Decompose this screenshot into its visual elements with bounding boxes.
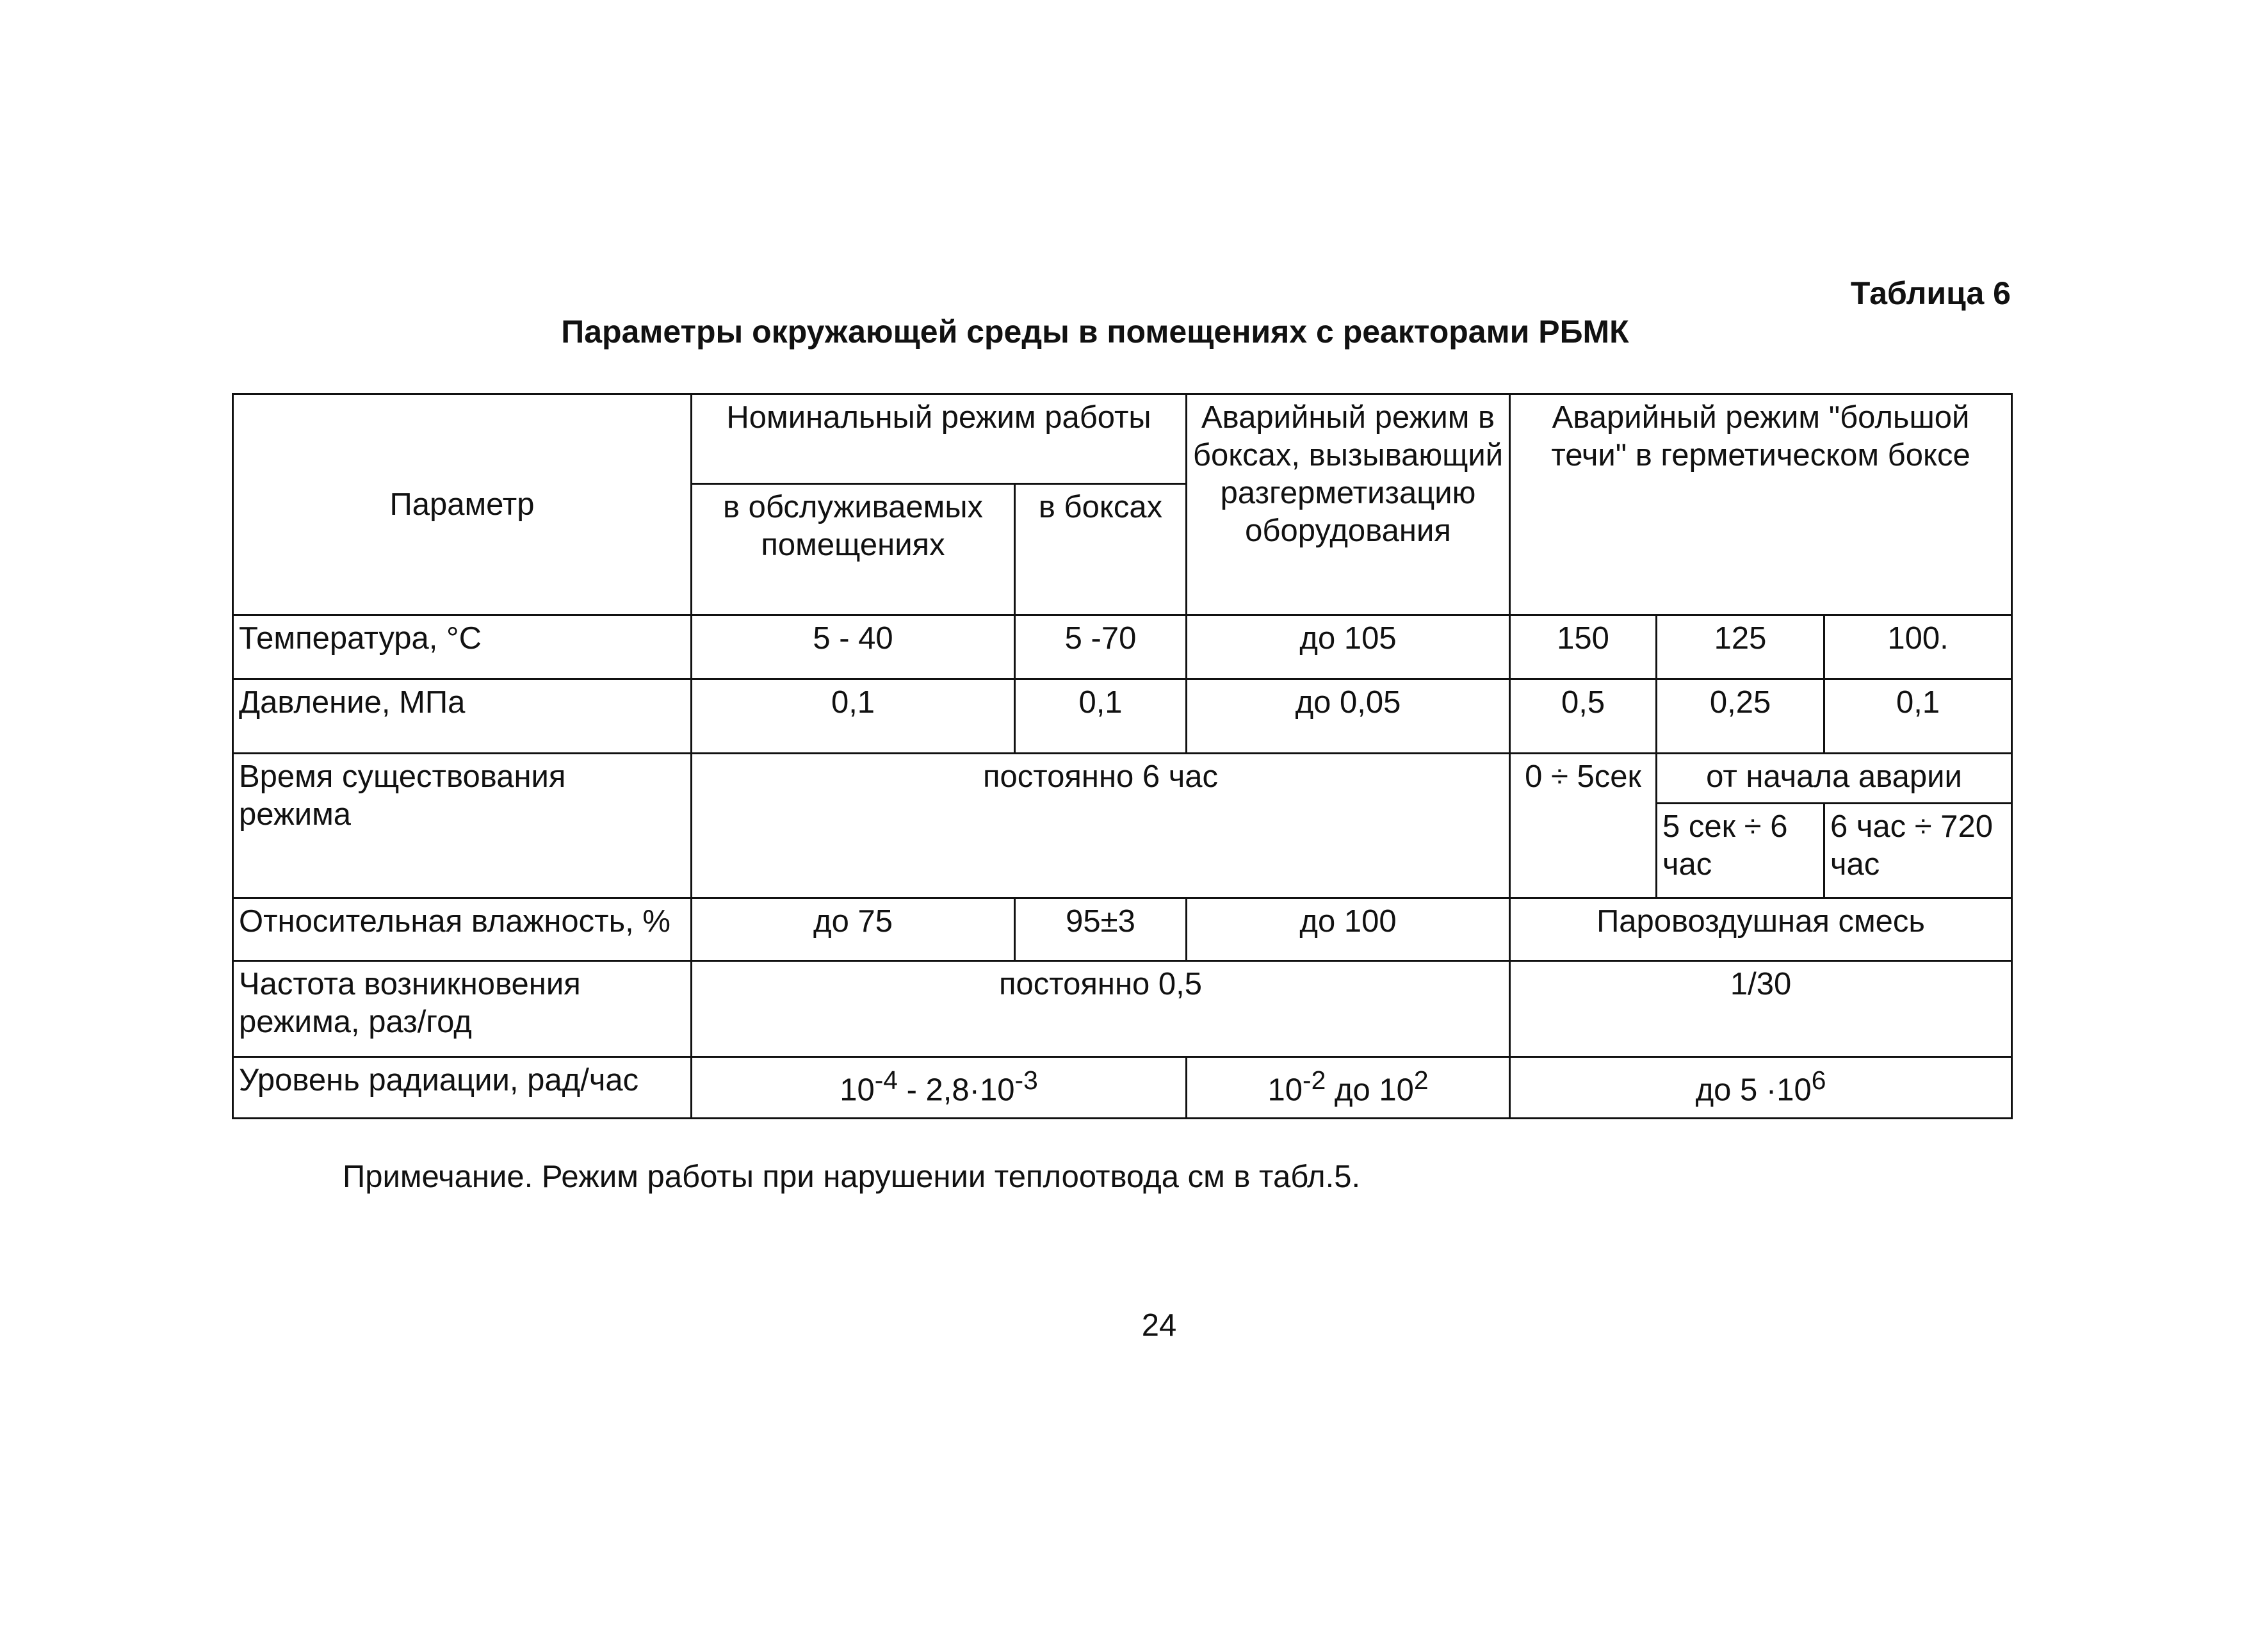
header-accident-boxes: Аварийный режим в боксах, вызывающий разгерметизацию оборудования bbox=[1187, 394, 1510, 615]
table-label: Таблица 6 bbox=[1850, 275, 2011, 311]
radiation-range: до 10 bbox=[1326, 1073, 1414, 1108]
cell-leak-from-start: от начала аварии bbox=[1657, 754, 2012, 804]
cell-serviced: 0,1 bbox=[692, 679, 1015, 754]
cell-accident: до 0,05 bbox=[1187, 679, 1510, 754]
row-label: Уровень радиации, рад/час bbox=[233, 1057, 692, 1119]
radiation-exponent: 2 bbox=[1413, 1065, 1429, 1095]
cell-leak-2: 125 bbox=[1657, 615, 1824, 679]
environment-parameters-table bbox=[232, 393, 2013, 1119]
page-number: 24 bbox=[1141, 1308, 1177, 1343]
cell-leak-2: 5 сек ÷ 6 час bbox=[1657, 804, 1824, 898]
radiation-exponent: -3 bbox=[1014, 1065, 1038, 1095]
cell-boxes: 5 -70 bbox=[1015, 615, 1187, 679]
cell-leak: Паровоздушная смесь bbox=[1510, 898, 2012, 961]
radiation-exponent: 6 bbox=[1811, 1065, 1826, 1095]
cell-nominal-radiation bbox=[692, 1057, 1187, 1119]
header-nominal-mode: Номинальный режим работы bbox=[692, 394, 1187, 484]
cell-accident: до 100 bbox=[1187, 898, 1510, 961]
cell-serviced: 5 - 40 bbox=[692, 615, 1015, 679]
radiation-base: до 5 ·10 bbox=[1695, 1073, 1812, 1108]
table-row-frequency bbox=[233, 961, 2012, 1057]
row-label: Частота возникновения режима, раз/год bbox=[233, 961, 692, 1057]
header-large-leak: Аварийный режим "большой течи" в герметическом боксе bbox=[1510, 394, 2012, 615]
table-row-duration bbox=[233, 754, 2012, 804]
page-title: Параметры окружающей среды в помещениях с реакторами РБМК bbox=[561, 314, 1629, 350]
table-row-pressure bbox=[233, 679, 2012, 754]
cell-leak-1: 150 bbox=[1510, 615, 1657, 679]
cell-boxes: 95±3 bbox=[1015, 898, 1187, 961]
cell-leak-1: 0 ÷ 5сек bbox=[1510, 754, 1657, 898]
radiation-base: 10 bbox=[840, 1073, 875, 1108]
table-row-humidity bbox=[233, 898, 2012, 961]
row-label: Давление, МПа bbox=[233, 679, 692, 754]
cell-nominal-accident: постоянно 0,5 bbox=[692, 961, 1510, 1057]
cell-leak: 1/30 bbox=[1510, 961, 2012, 1057]
radiation-exponent: -4 bbox=[874, 1065, 898, 1095]
table-row-temperature bbox=[233, 615, 2012, 679]
radiation-range: - 2,8·10 bbox=[898, 1073, 1015, 1108]
table-note: Примечание. Режим работы при нарушении теплоотвода см в табл.5. bbox=[343, 1160, 1361, 1194]
header-parameter: Параметр bbox=[233, 394, 692, 615]
row-label: Время существования режима bbox=[233, 754, 692, 898]
radiation-base: 10 bbox=[1267, 1073, 1303, 1108]
table-row-radiation bbox=[233, 1057, 2012, 1119]
cell-leak-3: 100. bbox=[1824, 615, 2012, 679]
cell-accident: до 105 bbox=[1187, 615, 1510, 679]
cell-leak-radiation bbox=[1510, 1057, 2012, 1119]
header-nominal-boxes: в боксах bbox=[1015, 484, 1187, 615]
radiation-exponent: -2 bbox=[1302, 1065, 1326, 1095]
cell-leak-3: 0,1 bbox=[1824, 679, 2012, 754]
row-label: Относительная влажность, % bbox=[233, 898, 692, 961]
cell-leak-2: 0,25 bbox=[1657, 679, 1824, 754]
cell-leak-3: 6 час ÷ 720 час bbox=[1824, 804, 2012, 898]
header-nominal-serviced: в обслуживаемых помещениях bbox=[692, 484, 1015, 615]
cell-serviced: до 75 bbox=[692, 898, 1015, 961]
cell-leak-1: 0,5 bbox=[1510, 679, 1657, 754]
cell-accident-radiation bbox=[1187, 1057, 1510, 1119]
cell-nominal-accident: постоянно 6 час bbox=[692, 754, 1510, 898]
cell-boxes: 0,1 bbox=[1015, 679, 1187, 754]
row-label: Температура, °C bbox=[233, 615, 692, 679]
